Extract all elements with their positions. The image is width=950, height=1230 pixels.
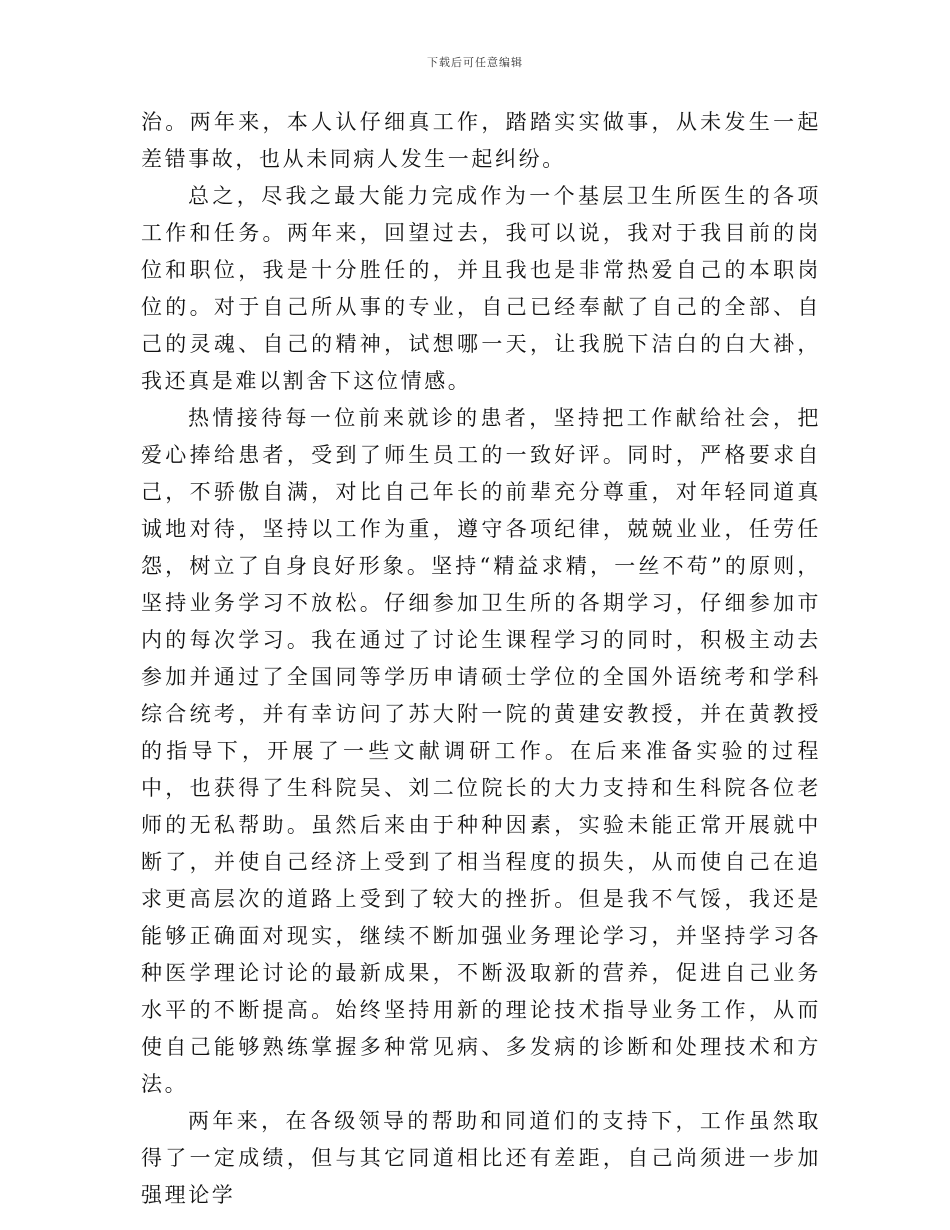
paragraph-continuation: 治。两年来，本人认仔细真工作，踏踏实实做事，从未发生一起差错事故，也从未同病人发生一起纠纷。: [141, 110, 821, 171]
page-header: 下载后可任意编辑: [427, 56, 523, 69]
paragraph-conclusion: 两年来，在各级领导的帮助和同道们的支持下，工作虽然取得了一定成绩，但与其它同道相比还有差距，自己尚须进一步加强理论学: [141, 1109, 821, 1207]
document-body: [141, 104, 821, 1214]
paragraph-work-attitude: 热情接待每一位前来就诊的患者，坚持把工作献给社会，把爱心捧给患者，受到了师生员工的一致好评。同时，严格要求自己，不骄傲自满，对比自己年长的前辈充分尊重，对年轻同道真诚地对待，坚持以工作为重，遵守各项纪律，兢兢业业，任劳任怨，树立了自身良好形象。坚持“精益求精，一丝不苟”的原则，坚持业务学习不放松。仔细参加卫生所的各期学习，仔细参加市内的每次学习。我在通过了讨论生课程学习的同时，积极主动去参加并通过了全国同等学历申请硕士学位的全国外语统考和学科综合统考，并有幸访问了苏大附一院的黄建安教授，并在黄教授的指导下，开展了一些文献调研工作。在后来准备实验的过程中，也获得了生科院吴、刘二位院长的大力支持和生科院各位老师的无私帮助。虽然后来由于种种因素，实验未能正常开展就中断了，并使自己经济上受到了相当程度的损失，从而使自己在追求更高层次的道路上受到了较大的挫折。但是我不气馁，我还是能够正确面对现实，继续不断加强业务理论学习，并坚持学习各种医学理论讨论的最新成果，不断汲取新的营养，促进自己业务水平的不断提高。始终坚持用新的理论技术指导业务工作，从而使自己能够熟练掌握多种常见病、多发病的诊断和处理技术和方法。: [141, 406, 821, 1096]
paragraph-summary: 总之，尽我之最大能力完成作为一个基层卫生所医生的各项工作和任务。两年来，回望过去，我可以说，我对于我目前的岗位和职位，我是十分胜任的，并且我也是非常热爱自己的本职岗位的。对于自己所从事的专业，自己已经奉献了自己的全部、自己的灵魂、自己的精神，试想哪一天，让我脱下洁白的白大褂，我还真是难以割舍下这位情感。: [141, 184, 821, 393]
